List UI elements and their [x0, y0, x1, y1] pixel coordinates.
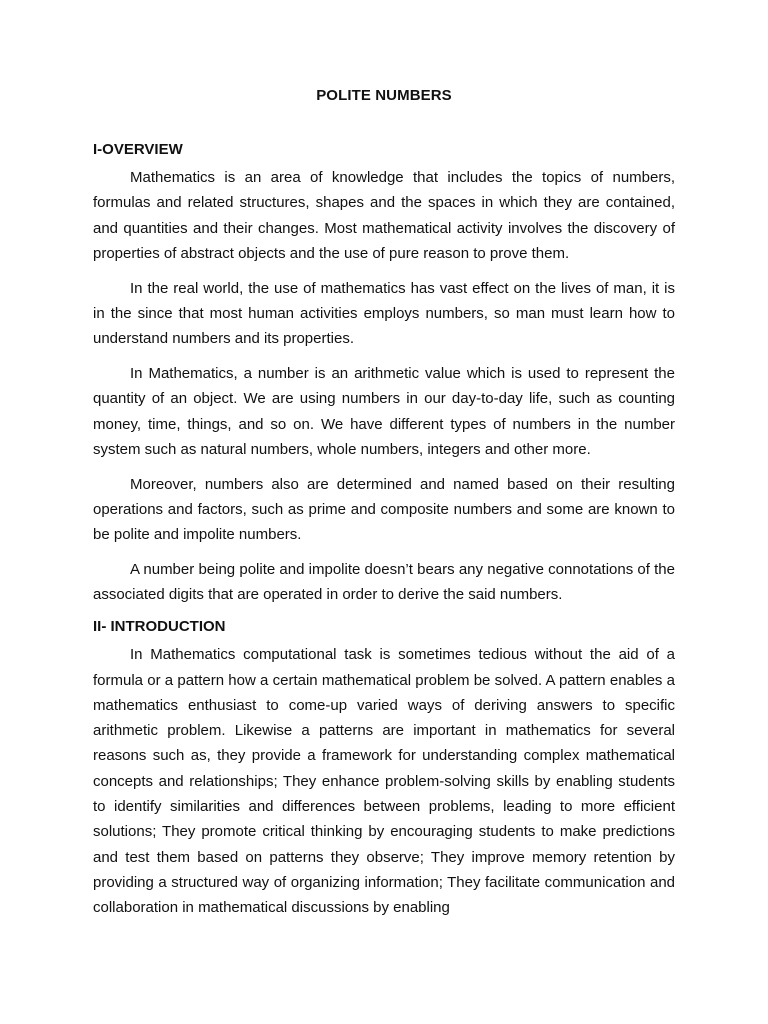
paragraph: In Mathematics, a number is an arithmetic value which is used to represent the quantity of an object. We are using numbers in our day-to-day life, such as counting money, time, things, and so on. We have different types of numbers in the number system such as natural numbers, whole numbers, integers and other more. — [93, 365, 675, 458]
document-page — [93, 86, 675, 930]
paragraph: Moreover, numbers also are determined and named based on their resulting operations and factors, such as prime and composite numbers and some are known to be polite and impolite numbers. — [93, 475, 675, 544]
section-heading-introduction: II- INTRODUCTION — [93, 618, 226, 636]
paragraph: A number being polite and impolite doesn’t bears any negative connotations of the associated digits that are operated in order to derive the said numbers. — [93, 561, 675, 604]
document-title: POLITE NUMBERS — [316, 87, 452, 104]
paragraph: Mathematics is an area of knowledge that includes the topics of numbers, formulas and related structures, shapes and the spaces in which they are contained, and quantities and their changes. Most mathematical activity involves the discovery of properties of abstract objects and the use of pure reason to prove them. — [93, 169, 675, 262]
section-overview — [93, 140, 675, 608]
paragraph: In Mathematics computational task is sometimes tedious without the aid of a formula or a pattern how a certain mathematical problem be solved. A pattern enables a mathematics enthusiast to come-up varied ways of deriving answers to specific arithmetic problem. Likewise a patterns are important in mathematics for several reasons such as, they provide a framework for understanding complex mathematical concepts and relationships; They enhance problem-solving skills by enabling students to identify similarities and differences between problems, leading to more efficient solutions; They promote critical thinking by encouraging students to make predictions and test them based on patterns they observe; They improve memory retention by providing a structured way of organizing information; They facilitate communication and collaboration in mathematical discussions by enabling — [93, 646, 675, 917]
section-introduction — [93, 617, 675, 920]
section-heading-overview: I-OVERVIEW — [93, 141, 183, 158]
paragraph: In the real world, the use of mathematics has vast effect on the lives of man, it is in the since that most human activities employs numbers, so man must learn how to understand numbers and its properties. — [93, 279, 675, 348]
